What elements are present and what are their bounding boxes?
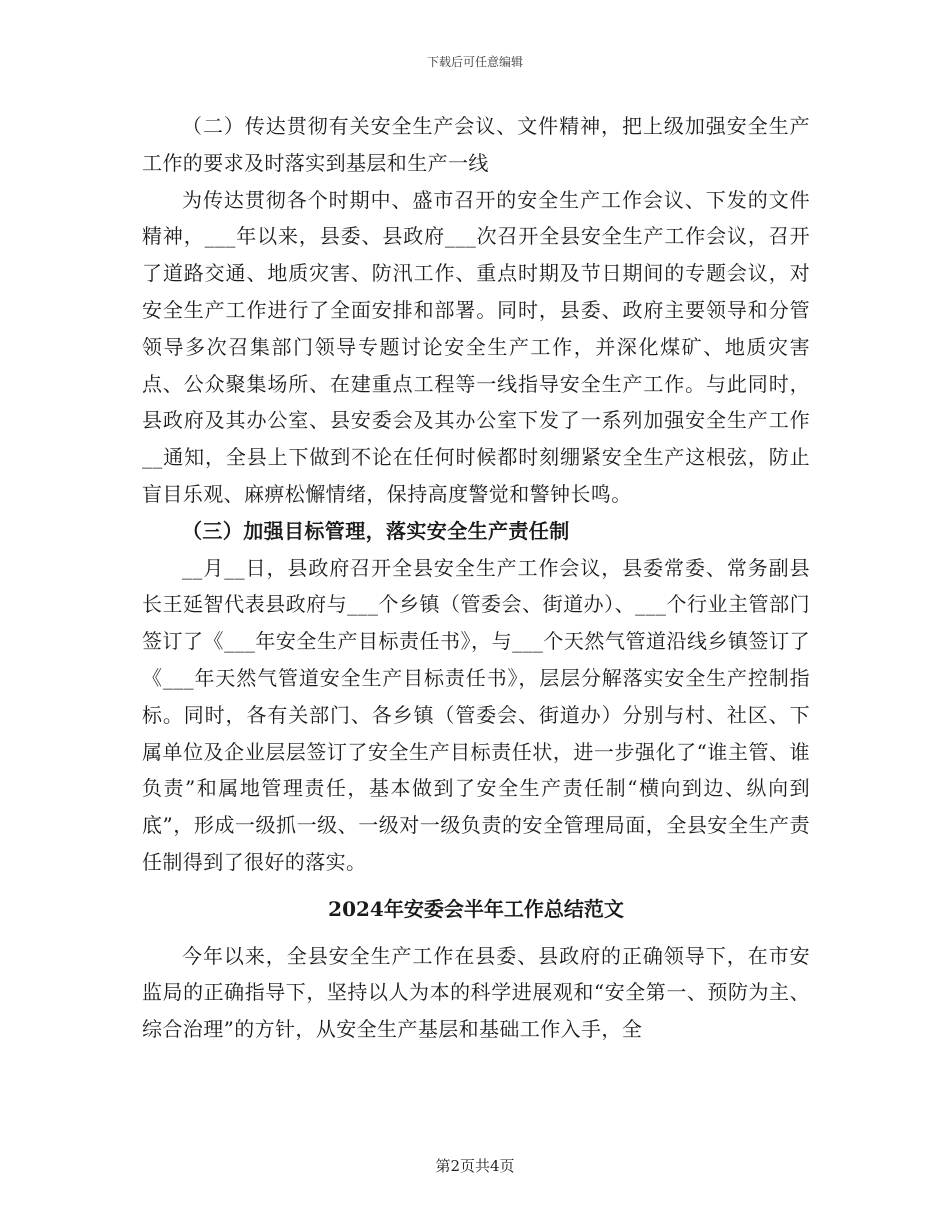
page-number: 第2页共4页: [435, 1157, 515, 1175]
document-title: 2024年安委会半年工作总结范文: [328, 896, 624, 921]
document-body: [142, 108, 810, 1048]
paragraph: 为传达贯彻各个时期中、盛市召开的安全生产工作会议、下发的文件精神，___年以来，县委、县政府___次召开全县安全生产工作会议，召开了道路交通、地质灾害、防汛工作、重点时期及节日期间的专题会议，对安全生产工作进行了全面安排和部署。同时，县委、政府主要领导和分管领导多次召集部门领导专题讨论安全生产工作，并深化煤矿、地质灾害点、公众聚集场所、在建重点工程等一线指导安全生产工作。与此同时，县政府及其办公室、县安委会及其办公室下发了一系列加强安全生产工作__通知，全县上下做到不论在任何时候都时刻绷紧安全生产这根弦，防止盲目乐观、麻痹松懈情绪，保持高度警觉和警钟长鸣。: [142, 187, 810, 506]
section-heading-2: （二）传达贯彻有关安全生产会议、文件精神，把上级加强安全生产工作的要求及时落实到基层和生产一线: [142, 114, 810, 175]
paragraph: 今年以来，全县安全生产工作在县委、县政府的正确领导下，在市安监局的正确指导下，坚持以人为本的科学进展观和“安全第一、预防为主、综合治理”的方针，从安全生产基层和基础工作入手，全: [142, 943, 810, 1042]
page-header-note: 下载后可任意编辑: [426, 55, 523, 69]
section-heading-3: （三）加强目标管理，落实安全生产责任制: [182, 518, 570, 543]
paragraph: __月__日，县政府召开全县安全生产工作会议，县委常委、常务副县长王延智代表县政府与___个乡镇（管委会、街道办）、___个行业主管部门签订了《___年安全生产目标责任书》，与___个天然气管道沿线乡镇签订了《___年天然气管道安全生产目标责任书》，层层分解落实安全生产控制指标。同时，各有关部门、各乡镇（管委会、街道办）分别与村、社区、下属单位及企业层层签订了安全生产目标责任状，进一步强化了“谁主管、谁负责”和属地管理责任，基本做到了安全生产责任制“横向到边、纵向到底”，形成一级抓一级、一级对一级负责的安全管理局面，全县安全生产责任制得到了很好的落实。: [142, 555, 810, 874]
